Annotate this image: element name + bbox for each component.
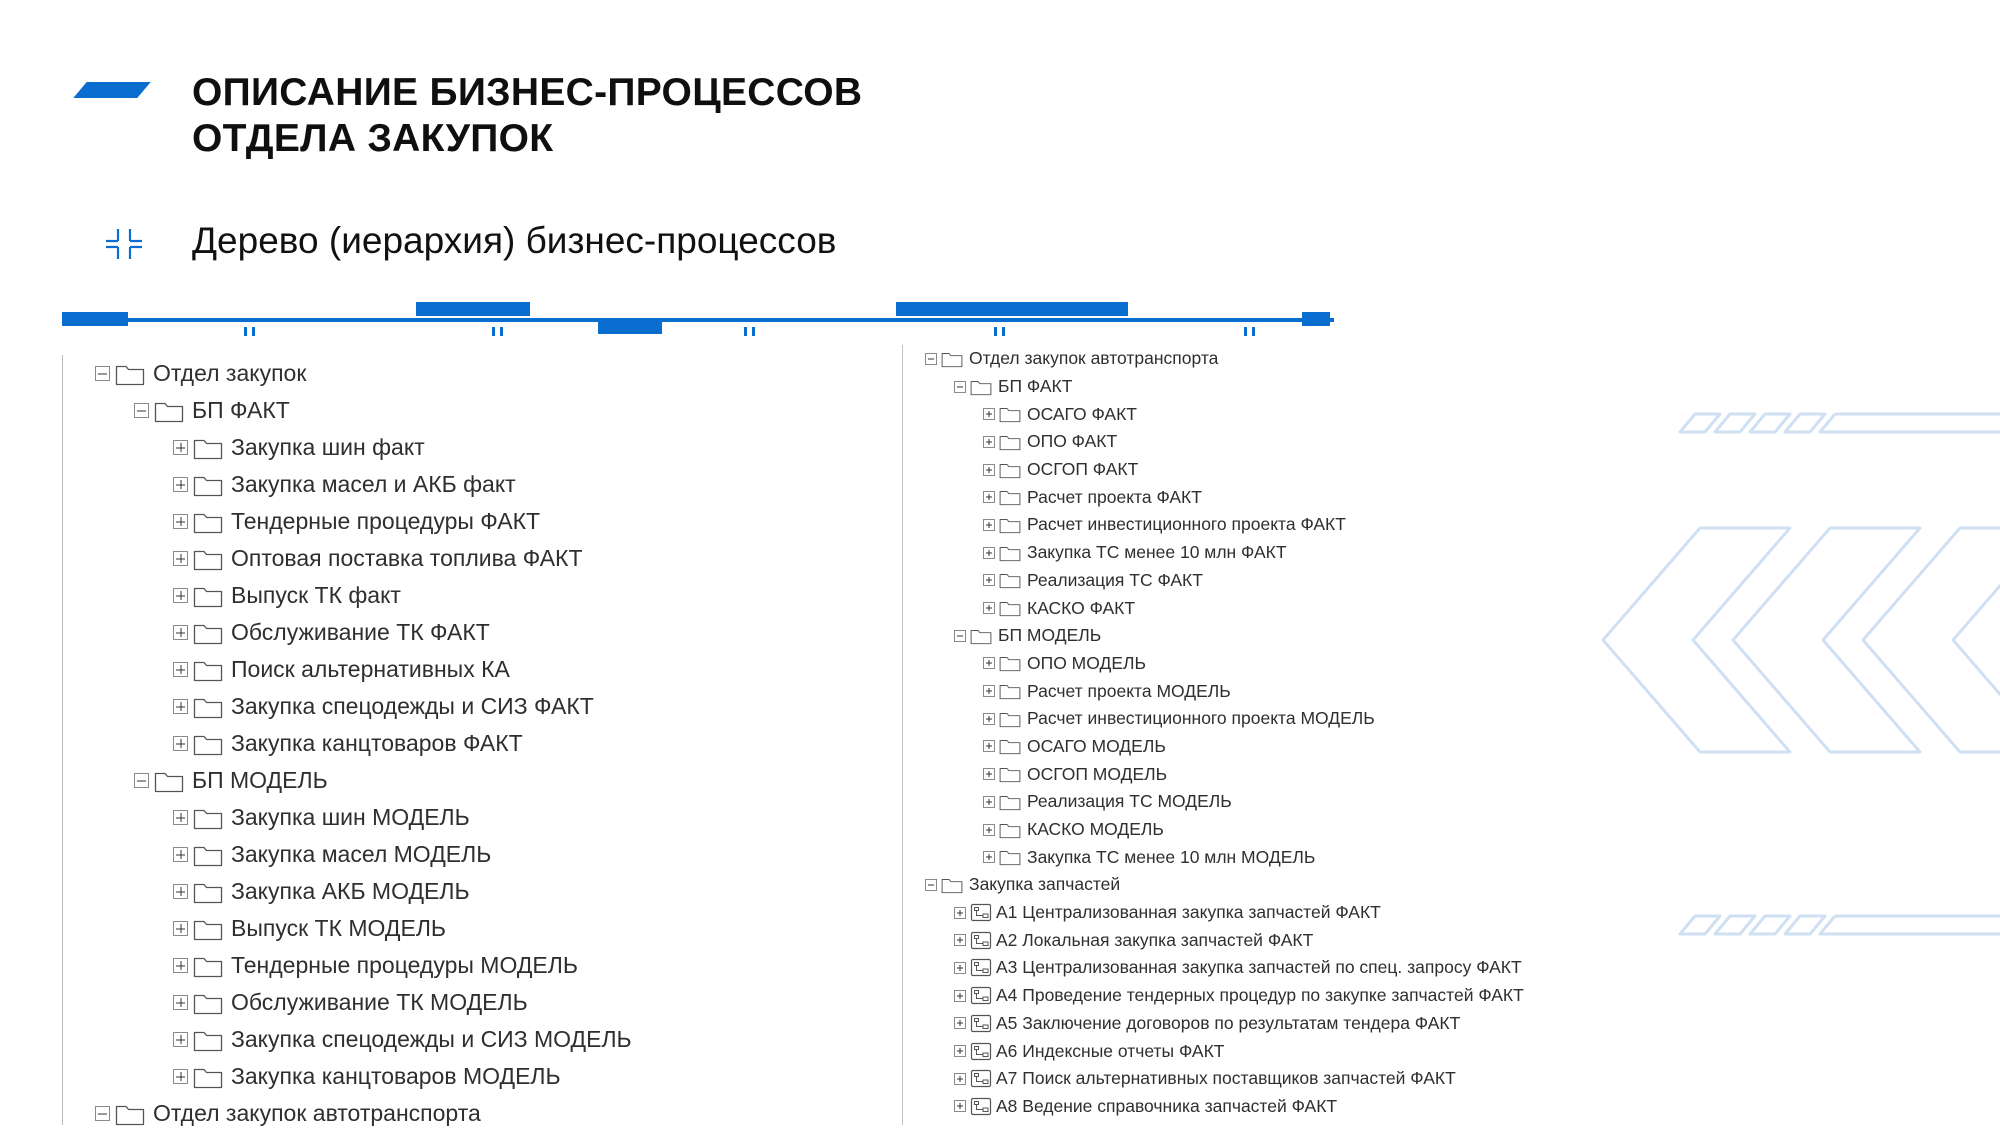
tree-node-item[interactable] [903,760,1563,788]
chevron-outline [1603,528,2000,752]
tree-node-label: Закупка ТС менее 10 млн ФАКТ [1027,542,1287,563]
tree-node-item[interactable] [63,503,863,540]
folder-icon [193,1065,223,1089]
tree-node-label: КАСКО МОДЕЛЬ [1027,819,1164,840]
tree-node-process[interactable] [903,1010,1563,1038]
folder-icon [154,399,184,423]
tree-node-item[interactable] [903,650,1563,678]
expand-toggle-icon[interactable] [173,662,188,677]
folder-icon [941,350,963,368]
collapse-arrows-icon [104,226,144,262]
decorative-chevron-pattern [1500,400,2000,960]
process-diagram-icon [970,931,992,950]
folder-icon [193,843,223,867]
tree-node-label: Обслуживание ТК ФАКТ [231,619,490,645]
folder-icon [193,584,223,608]
folder-icon [999,488,1021,506]
folder-icon [999,571,1021,589]
folder-icon [193,547,223,571]
tree-node-root[interactable] [903,345,1563,373]
expand-toggle-icon[interactable] [983,574,995,586]
tree-node-item[interactable] [63,577,863,614]
expand-toggle-icon[interactable] [173,514,188,529]
tree-node-label: Закупка шин факт [231,434,425,460]
expand-toggle-icon[interactable] [954,1073,966,1085]
tree-node-item[interactable] [63,540,863,577]
expand-toggle-icon[interactable] [173,847,188,862]
folder-icon [999,793,1021,811]
folder-icon [193,436,223,460]
expand-toggle-icon[interactable] [173,736,188,751]
tree-node-item[interactable] [63,614,863,651]
tree-node-group[interactable] [63,762,863,799]
expand-toggle-icon[interactable] [983,713,995,725]
tree-node-item[interactable] [63,1058,863,1095]
expand-toggle-icon[interactable] [983,768,995,780]
folder-icon [999,516,1021,534]
tree-node-label: Закупка спецодежды и СИЗ МОДЕЛЬ [231,1026,632,1052]
expand-toggle-icon[interactable] [983,657,995,669]
tree-node-label: Закупка шин МОДЕЛЬ [231,804,470,830]
collapse-toggle-icon[interactable] [134,773,149,788]
tree-node-group[interactable] [903,622,1563,650]
folder-icon [999,461,1021,479]
folder-icon [193,621,223,645]
tree-node-item[interactable] [903,400,1563,428]
tree-node-label: ОПО МОДЕЛЬ [1027,652,1146,673]
tree-node-label: Закупка запчастей [969,874,1121,895]
process-diagram-icon [970,1069,992,1088]
folder-icon [999,848,1021,866]
folder-icon [193,806,223,830]
decorative-divider-bar [62,300,1334,336]
tree-node-item[interactable] [63,1021,863,1058]
tree-node-item[interactable] [63,651,863,688]
folder-icon [999,544,1021,562]
expand-toggle-icon[interactable] [173,958,188,973]
folder-icon [193,473,223,497]
folder-icon [999,821,1021,839]
folder-icon [999,682,1021,700]
folder-icon [115,362,145,386]
tree-node-label: Отдел закупок автотранспорта [969,348,1219,369]
tree-node-label: ОСГОП МОДЕЛЬ [1027,763,1168,784]
expand-toggle-icon[interactable] [983,436,995,448]
tree-node-label: Оптовая поставка топлива ФАКТ [231,545,583,571]
expand-toggle-icon[interactable] [954,907,966,919]
tree-node-label: Закупка масел МОДЕЛЬ [231,841,492,867]
expand-toggle-icon[interactable] [983,824,995,836]
tree-node-label: Закупка АКБ МОДЕЛЬ [231,878,470,904]
process-diagram-icon [970,1042,992,1061]
tree-node-label: А4 Проведение тендерных процедур по закупке запчастей ФАКТ [996,985,1524,1006]
tree-node-process[interactable] [903,982,1563,1010]
expand-toggle-icon[interactable] [173,440,188,455]
tree-node-item[interactable] [63,947,863,984]
folder-icon [999,654,1021,672]
tree-node-group[interactable] [903,373,1563,401]
tree-node-label: А6 Индексные отчеты ФАКТ [996,1040,1225,1061]
expand-toggle-icon[interactable] [173,625,188,640]
tree-node-item[interactable] [63,429,863,466]
tree-node-item[interactable] [903,816,1563,844]
process-diagram-icon [970,986,992,1005]
tree-node-label: ОСГОП ФАКТ [1027,459,1139,480]
tree-node-item[interactable] [903,677,1563,705]
tree-node-label: А1 Централизованная закупка запчастей ФАКТ [996,902,1381,923]
title-accent-mark [73,82,150,98]
tree-node-label: Отдел закупок [153,360,307,386]
expand-toggle-icon[interactable] [983,685,995,697]
process-diagram-icon [970,903,992,922]
expand-toggle-icon[interactable] [983,464,995,476]
expand-toggle-icon[interactable] [173,884,188,899]
folder-icon [970,627,992,645]
tree-node-label: ОСАГО ФАКТ [1027,403,1137,424]
folder-icon [193,732,223,756]
tree-node-label: Закупка канцтоваров ФАКТ [231,730,523,756]
expand-toggle-icon[interactable] [173,1032,188,1047]
expand-toggle-icon[interactable] [954,1045,966,1057]
tree-node-label: А5 Заключение договоров по результатам тендера ФАКТ [996,1012,1461,1033]
expand-toggle-icon[interactable] [983,796,995,808]
tree-node-label: Поиск альтернативных КА [231,656,510,682]
tree-node-label: Закупка спецодежды и СИЗ ФАКТ [231,693,594,719]
tree-node-item[interactable] [903,539,1563,567]
tree-node-item[interactable] [903,456,1563,484]
tree-node-label: Обслуживание ТК МОДЕЛЬ [231,989,528,1015]
tree-node-label: Тендерные процедуры МОДЕЛЬ [231,952,578,978]
tree-node-label: А7 Поиск альтернативных поставщиков запчастей ФАКТ [996,1068,1456,1089]
expand-toggle-icon[interactable] [954,1100,966,1112]
tree-node-item[interactable] [903,567,1563,595]
expand-toggle-icon[interactable] [983,851,995,863]
tree-node-item[interactable] [903,594,1563,622]
expand-toggle-icon[interactable] [173,995,188,1010]
expand-toggle-icon[interactable] [983,408,995,420]
expand-toggle-icon[interactable] [983,740,995,752]
expand-toggle-icon[interactable] [173,699,188,714]
tree-node-label: Тендерные процедуры ФАКТ [231,508,541,534]
tree-node-process[interactable] [903,1065,1563,1093]
tree-node-label: Отдел закупок автотранспорта [153,1100,481,1126]
tree-node-process[interactable] [903,926,1563,954]
tree-node-label: А3 Централизованная закупка запчастей по спец. запросу ФАКТ [996,957,1522,978]
expand-toggle-icon[interactable] [983,519,995,531]
expand-toggle-icon[interactable] [954,990,966,1002]
tree-node-label: А2 Локальная закупка запчастей ФАКТ [996,929,1314,950]
title-line-2: ОТДЕЛА ЗАКУПОК [192,117,554,160]
tree-node-label: Реализация ТС МОДЕЛЬ [1027,791,1232,812]
expand-toggle-icon[interactable] [954,934,966,946]
folder-icon [193,991,223,1015]
folder-icon [999,710,1021,728]
collapse-toggle-icon[interactable] [95,1106,110,1121]
tree-node-label: Расчет проекта ФАКТ [1027,486,1202,507]
tree-node-label: Закупка ТС менее 10 млн МОДЕЛЬ [1027,846,1316,867]
tree-node-item[interactable] [903,843,1563,871]
tree-node-item[interactable] [63,725,863,762]
tree-node-root[interactable] [903,871,1563,899]
tree-node-root[interactable] [63,1095,863,1132]
expand-toggle-icon[interactable] [173,588,188,603]
stripe-band-top [1680,414,2000,432]
tree-node-process[interactable] [903,1093,1563,1121]
tree-node-label: Закупка масел и АКБ факт [231,471,516,497]
process-diagram-icon [970,1014,992,1033]
expand-toggle-icon[interactable] [173,477,188,492]
tree-node-item[interactable] [903,733,1563,761]
title-line-1: ОПИСАНИЕ БИЗНЕС-ПРОЦЕССОВ [192,71,863,114]
tree-node-item[interactable] [903,483,1563,511]
tree-node-process[interactable] [903,954,1563,982]
expand-toggle-icon[interactable] [954,962,966,974]
tree-node-label: Расчет инвестиционного проекта МОДЕЛЬ [1027,708,1375,729]
collapse-toggle-icon[interactable] [925,879,937,891]
stripe-band-bottom [1680,916,2000,934]
folder-icon [999,405,1021,423]
tree-node-label: БП МОДЕЛЬ [998,625,1102,646]
collapse-toggle-icon[interactable] [954,630,966,642]
tree-node-item[interactable] [63,873,863,910]
expand-toggle-icon[interactable] [173,921,188,936]
folder-icon [115,1102,145,1126]
tree-node-item[interactable] [903,705,1563,733]
tree-node-label: ОПО ФАКТ [1027,431,1118,452]
tree-node-label: БП МОДЕЛЬ [192,767,328,793]
tree-view-left[interactable] [62,355,863,1125]
tree-node-label: Закупка канцтоваров МОДЕЛЬ [231,1063,561,1089]
tree-node-label: БП ФАКТ [192,397,290,423]
tree-node-item[interactable] [903,511,1563,539]
folder-icon [999,737,1021,755]
tree-node-label: Реализация ТС ФАКТ [1027,569,1203,590]
folder-icon [193,510,223,534]
tree-node-item[interactable] [903,428,1563,456]
expand-toggle-icon[interactable] [173,810,188,825]
expand-toggle-icon[interactable] [173,1069,188,1084]
tree-node-process[interactable] [903,899,1563,927]
folder-icon [999,599,1021,617]
expand-toggle-icon[interactable] [173,551,188,566]
folder-icon [193,954,223,978]
folder-icon [999,765,1021,783]
folder-icon [193,917,223,941]
process-diagram-icon [970,958,992,977]
tree-node-label: Расчет проекта МОДЕЛЬ [1027,680,1231,701]
tree-node-item[interactable] [903,788,1563,816]
page-title [192,70,862,162]
tree-node-label: КАСКО ФАКТ [1027,597,1136,618]
tree-node-item[interactable] [63,799,863,836]
folder-icon [970,378,992,396]
folder-icon [999,433,1021,451]
folder-icon [193,880,223,904]
folder-icon [193,695,223,719]
tree-node-item[interactable] [63,836,863,873]
collapse-toggle-icon[interactable] [925,353,937,365]
collapse-toggle-icon[interactable] [134,403,149,418]
tree-node-label: Расчет инвестиционного проекта ФАКТ [1027,514,1346,535]
folder-icon [193,1028,223,1052]
collapse-toggle-icon[interactable] [95,366,110,381]
tree-node-label: Выпуск ТК МОДЕЛЬ [231,915,447,941]
expand-toggle-icon[interactable] [983,491,995,503]
expand-toggle-icon[interactable] [954,1017,966,1029]
tree-node-root[interactable] [63,355,863,392]
collapse-toggle-icon[interactable] [954,381,966,393]
subtitle: Дерево (иерархия) бизнес-процессов [192,220,837,261]
tree-node-process[interactable] [903,1037,1563,1065]
tree-node-item[interactable] [63,688,863,725]
tree-node-group[interactable] [63,392,863,429]
folder-icon [154,769,184,793]
tree-node-label: ОСАГО МОДЕЛЬ [1027,735,1166,756]
tree-node-item[interactable] [63,910,863,947]
tree-node-label: А8 Ведение справочника запчастей ФАКТ [996,1095,1338,1116]
folder-icon [941,876,963,894]
tree-node-item[interactable] [63,466,863,503]
expand-toggle-icon[interactable] [983,547,995,559]
tree-view-right[interactable] [902,345,1563,1125]
tree-node-item[interactable] [63,984,863,1021]
expand-toggle-icon[interactable] [983,602,995,614]
process-diagram-icon [970,1097,992,1116]
tree-node-label: БП ФАКТ [998,376,1073,397]
folder-icon [193,658,223,682]
tree-node-label: Выпуск ТК факт [231,582,401,608]
